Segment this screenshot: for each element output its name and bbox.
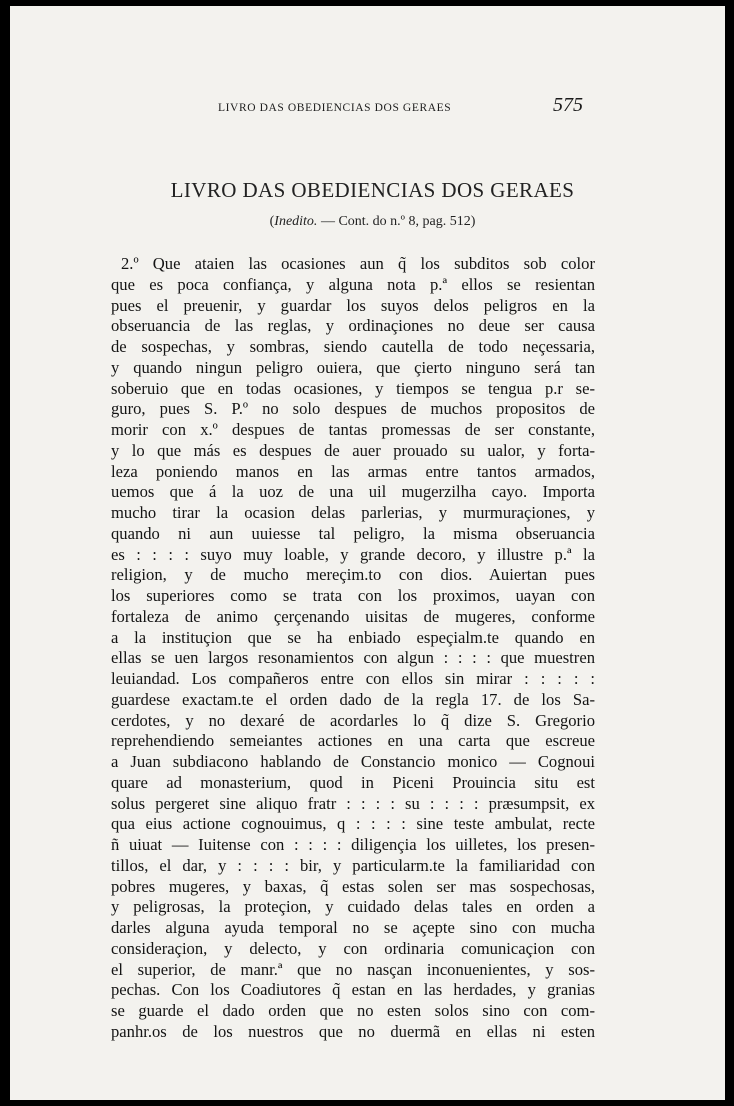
- body-line: pechas. Con los Coadiutores q̃ estan en las herdades, y granias: [111, 980, 595, 1000]
- subtitle-reference: — Cont. do n.º 8, pag. 512): [317, 214, 476, 229]
- body-line: leza poniendo manos en las armas entre tantos armados,: [111, 461, 595, 481]
- body-line: el superior, de manr.ª que no nasçan inconuenientes, y sos-: [111, 959, 595, 979]
- body-line: de sospechas, y sombras, siendo cautella de todo neçessaria,: [111, 337, 595, 356]
- body-line: pues el preuenir, y guardar los suyos delos peligros en la: [111, 295, 595, 315]
- article-title: LIVRO DAS OBEDIENCIAS DOS GERAES: [170, 178, 575, 202]
- body-line: ñ uiuat — Iuitense con : : : : diligençia los uilletes, los presen-: [111, 835, 595, 854]
- body-line: morir con x.º despues de tantas promessas de ser constante,: [111, 420, 595, 439]
- body-line: guardese exactam.te el orden dado de la regla 17. de los Sa-: [111, 689, 595, 709]
- body-line: soberuio que en todas ocasiones, y tiempos se tengua p.r se-: [111, 378, 595, 398]
- body-line: y peligrosas, la proteçion, y cuidado delas tales en orden a: [111, 897, 595, 917]
- page-number: 575: [553, 94, 583, 116]
- body-line: panhr.os de los nuestros que no duermã en ellas ni esten: [111, 1021, 595, 1041]
- body-line: a la instituçion que se ha enbiado espeçialm.te quando en: [111, 627, 595, 647]
- running-header: [10, 94, 725, 124]
- body-line: leuiandad. Los compañeros entre con ellos sin mirar : : : : :: [111, 669, 595, 688]
- body-line: darles alguna ayuda temporal no se açepte sino con mucha: [111, 918, 595, 937]
- body-line: y lo que más es despues de auer prouado su ualor, y forta-: [111, 440, 595, 460]
- body-line: 2.º Que ataien las ocasiones aun q̃ los subditos sob color: [121, 254, 595, 273]
- body-line: uemos que á la uoz de una uil mugerzilha cayo. Importa: [111, 482, 595, 502]
- subtitle-open: (: [269, 214, 275, 229]
- body-line: qua eius actione cognouimus, q : : : : sine teste ambulat, recte: [111, 814, 595, 834]
- body-line: quando ni aun uuiesse tal peligro, la misma obseruancia: [111, 523, 595, 543]
- body-line: fortaleza de animo çerçenando uisitas de mugeres, conforme: [111, 606, 595, 626]
- body-line: pobres mugeres, y baxas, q̃ estas solen ser mas sospechosas,: [111, 876, 595, 896]
- body-line: quare ad monasterium, quod in Piceni Prouincia situ est: [111, 772, 595, 792]
- subtitle-inedito: Inedito.: [274, 214, 318, 229]
- body-line: guro, pues S. P.º no solo despues de muchos propositos de: [111, 399, 595, 419]
- body-line: solus pergeret sine aliquo fratr : : : : su : : : : præsumpsit, ex: [111, 793, 595, 813]
- body-line: que es poca confiança, y alguna nota p.ª ellos se resientan: [111, 274, 595, 294]
- body-line: consideraçion, y delecto, y con ordinaria comunicaçion con: [111, 938, 595, 958]
- body-line: cerdotes, y no dexaré de acordarles lo q̃ dize S. Gregorio: [111, 710, 595, 730]
- body-line: ellas se uen largos resonamientos con algun : : : : que muestren: [111, 648, 595, 668]
- running-title: LIVRO DAS OBEDIENCIAS DOS GERAES: [218, 102, 452, 114]
- body-line: y quando ningun peligro ouiera, que çierto ninguno será tan: [111, 357, 595, 377]
- body-line: a Juan subdiacono hablando de Constancio monico — Cognoui: [111, 752, 595, 771]
- body-line: reprehendiendo semeiantes actiones en una carta que escreue: [111, 731, 595, 751]
- body-line: los superiores como se trata con los proximos, uayan con: [111, 586, 595, 605]
- body-line: obseruancia de las reglas, y ordinaçiones no deue ser causa: [111, 316, 595, 336]
- body-line: es : : : : suyo muy loable, y grande decoro, y illustre p.ª la: [111, 544, 595, 564]
- article-subtitle: [10, 214, 725, 230]
- body-line: mucho tirar la ocasion delas parlerias, y murmuraçiones, y: [111, 503, 595, 522]
- body-text: [111, 254, 595, 1043]
- book-page: [10, 6, 725, 1100]
- body-line: se guarde el dado orden que no esten solos sino con com-: [111, 1001, 595, 1020]
- body-line: religion, y de mucho mereçim.to con dios. Auiertan pues: [111, 565, 595, 585]
- body-line: tillos, el dar, y : : : : bir, y particularm.te la familiaridad con: [111, 855, 595, 875]
